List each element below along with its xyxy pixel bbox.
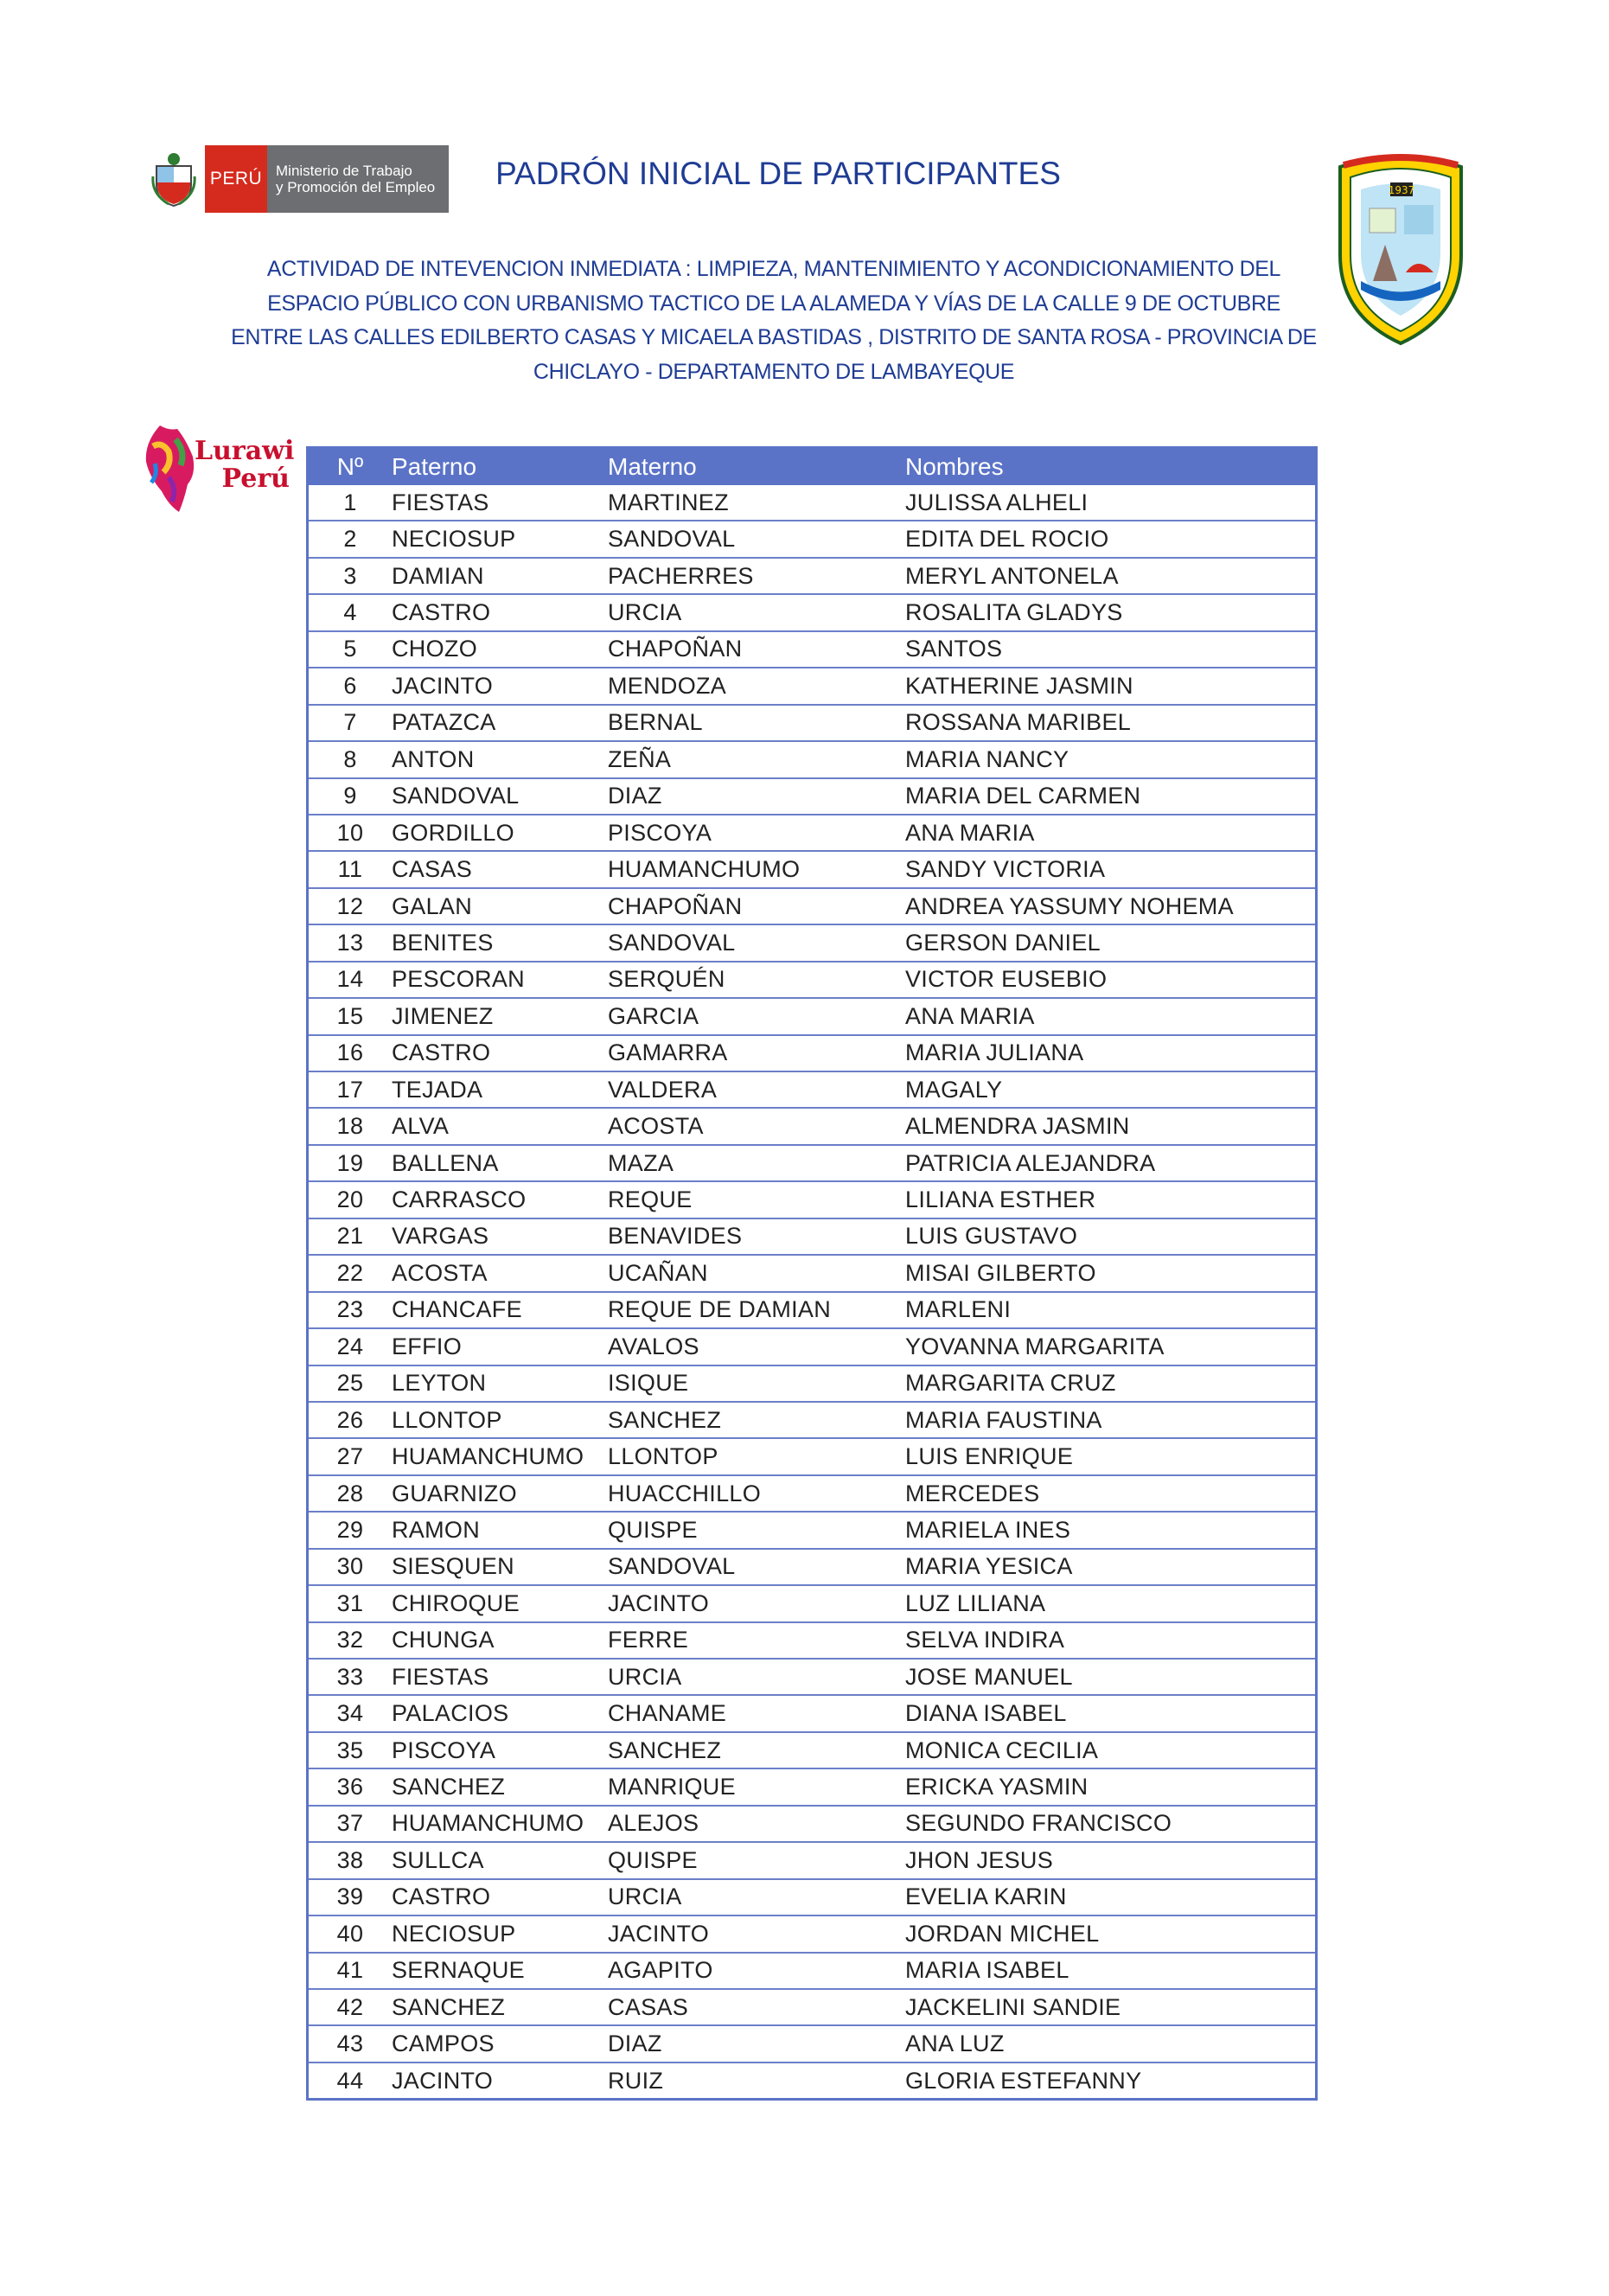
cell-materno: MENDOZA	[608, 668, 905, 704]
table-row	[308, 1402, 1317, 1438]
cell-materno: SANCHEZ	[608, 1402, 905, 1438]
cell-nombres: MARGARITA CRUZ	[905, 1365, 1317, 1402]
cell-materno: BENAVIDES	[608, 1218, 905, 1255]
cell-nombres: MARIELA INES	[905, 1512, 1317, 1548]
cell-paterno: CHANCAFE	[392, 1292, 608, 1328]
cell-nombres: ANA MARIA	[905, 998, 1317, 1034]
cell-paterno: CHUNGA	[392, 1622, 608, 1659]
cell-nombres: EVELIA KARIN	[905, 1879, 1317, 1915]
cell-nombres: ROSSANA MARIBEL	[905, 705, 1317, 741]
cell-materno: REQUE	[608, 1181, 905, 1218]
cell-nombres: JHON JESUS	[905, 1842, 1317, 1878]
cell-materno: HUAMANCHUMO	[608, 851, 905, 887]
table-row	[308, 778, 1317, 815]
cell-number: 7	[308, 705, 393, 741]
cell-materno: DIAZ	[608, 2025, 905, 2062]
cell-paterno: PALACIOS	[392, 1695, 608, 1731]
cell-paterno: CAMPOS	[392, 2025, 608, 2062]
cell-materno: CASAS	[608, 1989, 905, 2025]
cell-number: 8	[308, 741, 393, 777]
cell-nombres: YOVANNA MARGARITA	[905, 1328, 1317, 1365]
table-row	[308, 924, 1317, 961]
cell-number: 23	[308, 1292, 393, 1328]
table-body	[308, 485, 1317, 2100]
table-row	[308, 668, 1317, 704]
table-row	[308, 962, 1317, 998]
cell-paterno: CHIROQUE	[392, 1585, 608, 1621]
cell-nombres: LUIS GUSTAVO	[905, 1218, 1317, 1255]
table-row	[308, 1585, 1317, 1621]
cell-paterno: SANCHEZ	[392, 1768, 608, 1805]
cell-number: 28	[308, 1475, 393, 1512]
table-row	[308, 485, 1317, 521]
lurawi-line-2: Perú	[221, 464, 290, 494]
cell-materno: LLONTOP	[608, 1438, 905, 1474]
cell-materno: GARCIA	[608, 998, 905, 1034]
table-row	[308, 1108, 1317, 1144]
cell-nombres: MARIA YESICA	[905, 1549, 1317, 1585]
cell-materno: MARTINEZ	[608, 485, 905, 521]
cell-nombres: EDITA DEL ROCIO	[905, 521, 1317, 557]
table-row	[308, 1365, 1317, 1402]
cell-paterno: PISCOYA	[392, 1732, 608, 1768]
table-row	[308, 998, 1317, 1034]
cell-number: 31	[308, 1585, 393, 1621]
cell-paterno: SERNAQUE	[392, 1953, 608, 1989]
cell-materno: MANRIQUE	[608, 1768, 905, 1805]
cell-number: 2	[308, 521, 393, 557]
table-row	[308, 1218, 1317, 1255]
cell-nombres: JULISSA ALHELI	[905, 485, 1317, 521]
cell-number: 22	[308, 1255, 393, 1291]
cell-number: 41	[308, 1953, 393, 1989]
cell-paterno: JACINTO	[392, 2067, 494, 2094]
cell-nombres: JACKELINI SANDIE	[905, 1989, 1317, 2025]
page-title	[0, 156, 1556, 192]
cell-nombres: SEGUNDO FRANCISCO	[905, 1806, 1317, 1842]
cell-paterno: NECIOSUP	[392, 521, 608, 557]
cell-paterno: BALLENA	[392, 1145, 608, 1181]
cell-number: 9	[308, 778, 393, 815]
cell-number: 37	[308, 1806, 393, 1842]
cell-paterno: CARRASCO	[392, 1181, 608, 1218]
table-row	[308, 851, 1317, 887]
cell-number: 19	[308, 1145, 393, 1181]
cell-nombres: GLORIA ESTEFANNY	[905, 2067, 1142, 2094]
table-row	[308, 2063, 1317, 2100]
cell-number: 24	[308, 1328, 393, 1365]
cell-paterno: JACINTO	[392, 668, 608, 704]
page-title-text: PADRÓN INICIAL DE PARTICIPANTES	[495, 156, 1061, 191]
ministry-line-1: Ministerio de Trabajo	[276, 163, 412, 179]
cell-materno: CHAPOÑAN	[608, 888, 905, 924]
cell-paterno: LEYTON	[392, 1365, 608, 1402]
cell-number: 32	[308, 1622, 393, 1659]
cell-number: 20	[308, 1181, 393, 1218]
cell-paterno: EFFIO	[392, 1328, 608, 1365]
cell-number: 12	[308, 888, 393, 924]
cell-number: 38	[308, 1842, 393, 1878]
cell-nombres: JOSE MANUEL	[905, 1659, 1317, 1695]
cell-materno: URCIA	[608, 1659, 905, 1695]
cell-paterno: PATAZCA	[392, 705, 608, 741]
cell-paterno: ACOSTA	[392, 1255, 608, 1291]
table-row	[308, 521, 1317, 557]
cell-nombres: ANDREA YASSUMY NOHEMA	[905, 888, 1317, 924]
column-header-paterno: Paterno	[392, 448, 608, 486]
table-header-row	[308, 448, 1317, 486]
cell-materno: URCIA	[608, 594, 905, 630]
column-header-materno: Materno	[608, 448, 905, 486]
table-row	[308, 631, 1317, 668]
cell-paterno: SIESQUEN	[392, 1549, 608, 1585]
cell-nombres: SANDY VICTORIA	[905, 851, 1317, 887]
cell-nombres: MARLENI	[905, 1292, 1317, 1328]
table-row	[308, 2025, 1317, 2062]
table-row	[308, 815, 1317, 851]
cell-materno: UCAÑAN	[608, 1255, 905, 1291]
cell-materno: CHANAME	[608, 1695, 905, 1731]
table-row	[308, 1512, 1317, 1548]
cell-materno: ACOSTA	[608, 1108, 905, 1144]
table-row	[308, 1328, 1317, 1365]
cell-nombres: MARIA JULIANA	[905, 1035, 1317, 1071]
table-row	[308, 1732, 1317, 1768]
cell-nombres: ROSALITA GLADYS	[905, 594, 1317, 630]
cell-materno: FERRE	[608, 1622, 905, 1659]
table-row	[308, 1989, 1317, 2025]
cell-number: 29	[308, 1512, 393, 1548]
cell-paterno: FIESTAS	[392, 485, 608, 521]
cell-number: 14	[308, 962, 393, 998]
cell-materno: DIAZ	[608, 778, 905, 815]
cell-nombres: MARIA FAUSTINA	[905, 1402, 1317, 1438]
participants-table	[306, 446, 1318, 2101]
table-row	[308, 741, 1317, 777]
cell-nombres: GERSON DANIEL	[905, 924, 1317, 961]
cell-materno: CHAPOÑAN	[608, 631, 905, 668]
cell-materno: MAZA	[608, 1145, 905, 1181]
activity-description: ACTIVIDAD DE INTEVENCION INMEDIATA : LIMPIEZA, MANTENIMIENTO Y ACONDICIONAMIENTO DEL ESPACIO PÚBLICO CON URBANISMO TACTICO DE LA ALAMEDA Y VÍAS DE LA CALLE 9 DE OCTUBRE ENTRE LAS CALLES EDILBERTO CASAS Y MICAELA BASTIDAS , DISTRITO DE SANTA ROSA - PROVINCIA DE CHICLAYO - DEPARTAMENTO DE LAMBAYEQUE	[231, 257, 1317, 384]
cell-nombres: ALMENDRA JASMIN	[905, 1108, 1317, 1144]
cell-materno: PISCOYA	[608, 815, 905, 851]
table-row	[308, 1622, 1317, 1659]
cell-nombres: DIANA ISABEL	[905, 1695, 1317, 1731]
cell-paterno: CASTRO	[392, 1879, 608, 1915]
ministry-line-2: y Promoción del Empleo	[276, 179, 436, 195]
cell-materno: HUACCHILLO	[608, 1475, 905, 1512]
cell-nombres: KATHERINE JASMIN	[905, 668, 1317, 704]
cell-nombres: SANTOS	[905, 631, 1317, 668]
table-row	[308, 1879, 1317, 1915]
cell-materno: ISIQUE	[608, 1365, 905, 1402]
cell-paterno: CHOZO	[392, 631, 608, 668]
district-seal-icon	[1331, 151, 1470, 346]
table-row	[308, 1953, 1317, 1989]
cell-paterno: RAMON	[392, 1512, 608, 1548]
cell-number: 3	[308, 558, 393, 594]
cell-number: 25	[308, 1365, 393, 1402]
cell-paterno: CASAS	[392, 851, 608, 887]
cell-materno: SANDOVAL	[608, 521, 905, 557]
table-row	[308, 1071, 1317, 1108]
cell-number: 10	[308, 815, 393, 851]
cell-number: 27	[308, 1438, 393, 1474]
cell-nombres: MAGALY	[905, 1071, 1317, 1108]
cell-number: 35	[308, 1732, 393, 1768]
cell-number: 17	[308, 1071, 393, 1108]
table-row	[308, 1255, 1317, 1291]
lurawi-wordmark	[195, 436, 295, 494]
peru-label: PERÚ	[209, 169, 263, 189]
cell-paterno: TEJADA	[392, 1071, 608, 1108]
table-row	[308, 594, 1317, 630]
seal-year: 1937	[1388, 184, 1415, 196]
cell-nombres: LUIS ENRIQUE	[905, 1438, 1317, 1474]
cell-number: 36	[308, 1768, 393, 1805]
cell-paterno: GORDILLO	[392, 815, 608, 851]
cell-paterno: HUAMANCHUMO	[392, 1438, 608, 1474]
cell-materno: BERNAL	[608, 705, 905, 741]
cell-nombres: MARIA ISABEL	[905, 1953, 1317, 1989]
cell-nombres: LUZ LILIANA	[905, 1585, 1317, 1621]
cell-nombres: SELVA INDIRA	[905, 1622, 1317, 1659]
cell-materno: SANDOVAL	[608, 1549, 905, 1585]
cell-nombres: ANA MARIA	[905, 815, 1317, 851]
table-row	[308, 1145, 1317, 1181]
table-row	[308, 1915, 1317, 1952]
column-header-number: Nº	[308, 448, 393, 486]
cell-number: 40	[308, 1915, 393, 1952]
cell-number: 5	[308, 631, 393, 668]
cell-materno: JACINTO	[608, 1585, 905, 1621]
cell-materno: AVALOS	[608, 1328, 905, 1365]
cell-nombres: VICTOR EUSEBIO	[905, 962, 1317, 998]
cell-number: 39	[308, 1879, 393, 1915]
cell-materno: AGAPITO	[608, 1953, 905, 1989]
cell-nombres: JORDAN MICHEL	[905, 1915, 1317, 1952]
cell-paterno: VARGAS	[392, 1218, 608, 1255]
cell-materno: SERQUÉN	[608, 962, 905, 998]
table-row	[308, 558, 1317, 594]
cell-paterno: HUAMANCHUMO	[392, 1806, 608, 1842]
cell-paterno: JIMENEZ	[392, 998, 608, 1034]
cell-number: 30	[308, 1549, 393, 1585]
table-row	[308, 1768, 1317, 1805]
cell-paterno: CASTRO	[392, 1035, 608, 1071]
cell-materno: RUIZ	[608, 2067, 664, 2094]
cell-nombres: MISAI GILBERTO	[905, 1255, 1317, 1291]
cell-number: 1	[308, 485, 393, 521]
cell-paterno: FIESTAS	[392, 1659, 608, 1695]
cell-nombres: MARIA DEL CARMEN	[905, 778, 1317, 815]
cell-materno: GAMARRA	[608, 1035, 905, 1071]
cell-number: 16	[308, 1035, 393, 1071]
cell-number: 34	[308, 1695, 393, 1731]
table-row	[308, 1806, 1317, 1842]
cell-paterno: NECIOSUP	[392, 1915, 608, 1952]
cell-paterno: SANCHEZ	[392, 1989, 608, 2025]
table-row	[308, 1181, 1317, 1218]
table-row	[308, 1438, 1317, 1474]
cell-number: 11	[308, 851, 393, 887]
cell-paterno: SULLCA	[392, 1842, 608, 1878]
cell-paterno: GUARNIZO	[392, 1475, 608, 1512]
cell-number: 13	[308, 924, 393, 961]
table-row	[308, 888, 1317, 924]
cell-materno: PACHERRES	[608, 558, 905, 594]
cell-number: 43	[308, 2025, 393, 2062]
cell-number: 15	[308, 998, 393, 1034]
cell-nombres: PATRICIA ALEJANDRA	[905, 1145, 1317, 1181]
cell-materno: SANDOVAL	[608, 924, 905, 961]
cell-materno: ZEÑA	[608, 741, 905, 777]
cell-number: 18	[308, 1108, 393, 1144]
cell-materno: URCIA	[608, 1879, 905, 1915]
table-row	[308, 1842, 1317, 1878]
cell-paterno: LLONTOP	[392, 1402, 608, 1438]
cell-number: 44	[336, 2067, 364, 2094]
cell-number: 26	[308, 1402, 393, 1438]
cell-materno: REQUE DE DAMIAN	[608, 1292, 905, 1328]
cell-materno: QUISPE	[608, 1512, 905, 1548]
cell-nombres: MONICA CECILIA	[905, 1732, 1317, 1768]
lurawi-peru-logo	[143, 422, 295, 517]
cell-number: 6	[308, 668, 393, 704]
cell-paterno: PESCORAN	[392, 962, 608, 998]
table-row	[308, 1035, 1317, 1071]
cell-materno: JACINTO	[608, 1915, 905, 1952]
cell-nombres: ANA LUZ	[905, 2025, 1317, 2062]
table-row	[308, 1695, 1317, 1731]
table-row	[308, 1292, 1317, 1328]
table-row	[308, 1475, 1317, 1512]
lurawi-line-1: Lurawi	[195, 436, 295, 466]
cell-paterno: ANTON	[392, 741, 608, 777]
table-row	[308, 1549, 1317, 1585]
cell-paterno: BENITES	[392, 924, 608, 961]
cell-nombres: ERICKA YASMIN	[905, 1768, 1317, 1805]
cell-paterno: DAMIAN	[392, 558, 608, 594]
cell-number: 33	[308, 1659, 393, 1695]
cell-paterno: CASTRO	[392, 594, 608, 630]
cell-paterno: ALVA	[392, 1108, 608, 1144]
cell-nombres: LILIANA ESTHER	[905, 1181, 1317, 1218]
cell-nombres: MERCEDES	[905, 1475, 1317, 1512]
cell-materno: VALDERA	[608, 1071, 905, 1108]
cell-nombres: MERYL ANTONELA	[905, 558, 1317, 594]
cell-number: 21	[308, 1218, 393, 1255]
cell-materno: ALEJOS	[608, 1806, 905, 1842]
cell-number: 4	[308, 594, 393, 630]
cell-materno: QUISPE	[608, 1842, 905, 1878]
cell-nombres: MARIA NANCY	[905, 741, 1317, 777]
table-row	[308, 705, 1317, 741]
cell-number: 42	[308, 1989, 393, 2025]
cell-paterno: SANDOVAL	[392, 778, 608, 815]
table-row	[308, 1659, 1317, 1695]
column-header-nombres: Nombres	[905, 448, 1317, 486]
cell-paterno: GALAN	[392, 888, 608, 924]
cell-materno: SANCHEZ	[608, 1732, 905, 1768]
